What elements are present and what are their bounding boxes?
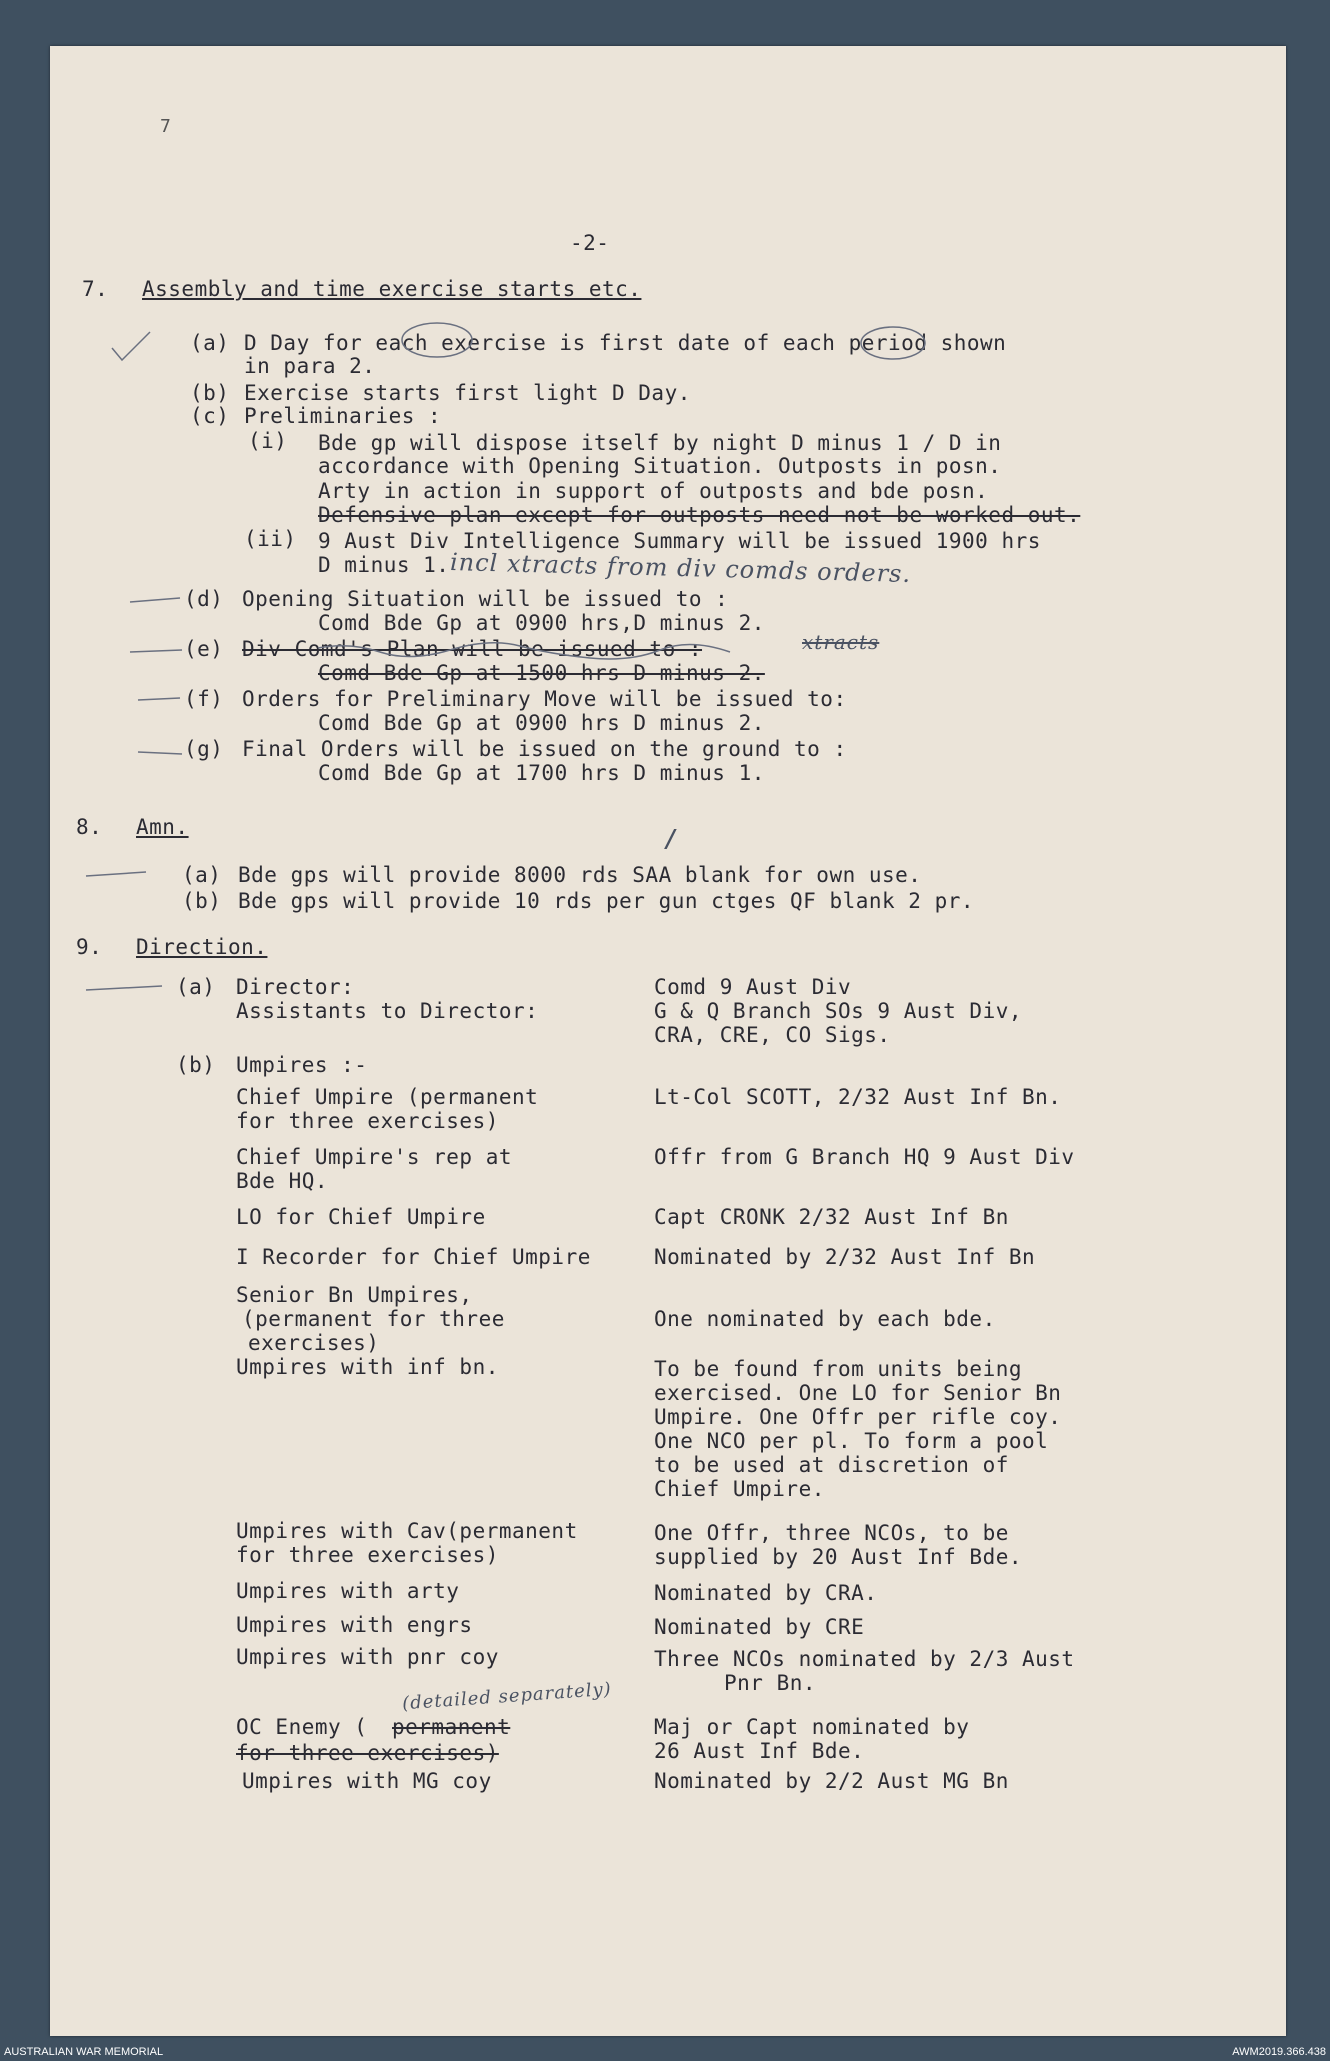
s7-e-line2-struck: Comd Bde Gp at 1500 hrs D minus 2.	[318, 661, 765, 685]
tick-mark	[112, 332, 150, 360]
dash-f	[138, 698, 180, 700]
dash-e	[130, 650, 182, 652]
row5-right-1: One nominated by each bde.	[654, 1307, 996, 1331]
row4-left-1: I Recorder for Chief Umpire	[236, 1245, 591, 1269]
row5-left-3: exercises)	[248, 1331, 380, 1355]
row11-right-2: 26 Aust Inf Bde.	[654, 1739, 865, 1763]
dash-9a	[86, 986, 162, 990]
row7-left-1: Umpires with Cav(permanent	[236, 1519, 578, 1543]
s9-b-label: (b)	[176, 1053, 216, 1077]
row7-left-2: for three exercises)	[236, 1543, 499, 1567]
s9-assistants-label: Assistants to Director:	[236, 999, 539, 1023]
row1-right-1: Lt-Col SCOTT, 2/32 Aust Inf Bn.	[654, 1085, 1062, 1109]
row8-left-1: Umpires with arty	[236, 1579, 460, 1603]
s9-director-value: Comd 9 Aust Div	[654, 975, 852, 999]
row6-right-5: to be used at discretion of	[654, 1453, 1009, 1477]
row1-left-2: for three exercises)	[236, 1109, 499, 1133]
s7-ci-line1: Bde gp will dispose itself by night D minus 1 / D in	[318, 431, 1002, 455]
s8-b-text: Bde gps will provide 10 rds per gun ctges QF blank 2 pr.	[238, 889, 975, 913]
row6-right-2: exercised. One LO for Senior Bn	[654, 1381, 1062, 1405]
s7-d-line2: Comd Bde Gp at 0900 hrs,D minus 2.	[318, 611, 765, 635]
row12-left-1: Umpires with MG coy	[242, 1769, 492, 1793]
s9-b-text: Umpires :-	[236, 1053, 368, 1077]
s7-f-line1: Orders for Preliminary Move will be issued to:	[242, 687, 847, 711]
s7-g-line1: Final Orders will be issued on the ground to :	[242, 737, 847, 761]
section-7-number: 7.	[82, 277, 109, 301]
s7-b-text: Exercise starts first light D Day.	[244, 381, 691, 405]
footer-right: AWM2019.366.438	[1232, 2046, 1326, 2058]
section-8-title: Amn.	[136, 815, 189, 839]
page-number: -2-	[570, 231, 610, 255]
s7-c-label: (c)	[190, 404, 230, 428]
s9-director-label: Director:	[236, 975, 355, 999]
circle-each-1	[402, 323, 472, 357]
s8-b-label: (b)	[182, 889, 222, 913]
s7-cii-line1: 9 Aust Div Intelligence Summary will be issued 1900 hrs	[318, 529, 1041, 553]
handwritten-note-incl-xtracts: incl xtracts from div comds orders.	[449, 547, 912, 589]
section-7-title: Assembly and time exercise starts etc.	[142, 277, 642, 301]
dash-g	[138, 752, 182, 754]
row10-right-2: Pnr Bn.	[724, 1671, 817, 1695]
s7-f-line2: Comd Bde Gp at 0900 hrs D minus 2.	[318, 711, 765, 735]
s7-ci-label: (i)	[248, 429, 288, 453]
s7-cii-label: (ii)	[244, 527, 297, 551]
s8-a-text: Bde gps will provide 8000 rds SAA blank for own use.	[238, 863, 922, 887]
row6-right-1: To be found from units being	[654, 1357, 1023, 1381]
row6-right-4: One NCO per pl. To form a pool	[654, 1429, 1049, 1453]
handwritten-mark-amn: /	[666, 824, 676, 853]
s9-a-label: (a)	[176, 975, 216, 999]
section-9-title: Direction.	[136, 935, 268, 959]
circle-each-2	[861, 327, 925, 359]
row10-left-1: Umpires with pnr coy	[236, 1645, 499, 1669]
row2-right-1: Offr from G Branch HQ 9 Aust Div	[654, 1145, 1075, 1169]
row5-left-1: Senior Bn Umpires,	[236, 1283, 473, 1307]
row2-left-2: Bde HQ.	[236, 1169, 329, 1193]
s7-d-line1: Opening Situation will be issued to :	[242, 587, 729, 611]
row3-left-1: LO for Chief Umpire	[236, 1205, 486, 1229]
corner-mark: 7	[160, 116, 172, 137]
row4-right-1: Nominated by 2/32 Aust Inf Bn	[654, 1245, 1036, 1269]
row2-left-1: Chief Umpire's rep at	[236, 1145, 513, 1169]
s7-d-label: (d)	[184, 587, 224, 611]
s7-cii-line2: D minus 1.	[318, 553, 450, 577]
row8-right-1: Nominated by CRA.	[654, 1581, 878, 1605]
s7-a-line2: in para 2.	[244, 354, 376, 378]
s7-b-label: (b)	[190, 381, 230, 405]
row7-right-2: supplied by 20 Aust Inf Bde.	[654, 1545, 1023, 1569]
dash-8a	[86, 872, 146, 876]
s7-g-line2: Comd Bde Gp at 1700 hrs D minus 1.	[318, 761, 765, 785]
row11-left-2-struck: for three exercises)	[236, 1741, 499, 1765]
s8-a-label: (a)	[182, 863, 222, 887]
s7-c-text: Preliminaries :	[244, 404, 442, 428]
s7-ci-line4-struck: Defensive plan except for outposts need not be worked out.	[318, 503, 1081, 527]
s7-a-line1: D Day for each exercise is first date of each period shown	[244, 331, 1007, 355]
s9-assistants-value-1: G & Q Branch SOs 9 Aust Div,	[654, 999, 1023, 1023]
row9-left-1: Umpires with engrs	[236, 1613, 473, 1637]
s7-e-label: (e)	[184, 637, 224, 661]
s7-ci-line3: Arty in action in support of outposts and bde posn.	[318, 479, 989, 503]
handwritten-detailed-separately: (detailed separately)	[401, 1678, 613, 1715]
row6-right-3: Umpire. One Offr per rifle coy.	[654, 1405, 1062, 1429]
row12-right-1: Nominated by 2/2 Aust MG Bn	[654, 1769, 1009, 1793]
row11-right-1: Maj or Capt nominated by	[654, 1715, 970, 1739]
row10-right-1: Three NCOs nominated by 2/3 Aust	[654, 1647, 1075, 1671]
document-page	[50, 46, 1286, 2036]
s9-assistants-value-2: CRA, CRE, CO Sigs.	[654, 1023, 891, 1047]
row6-right-6: Chief Umpire.	[654, 1477, 825, 1501]
row7-right-1: One Offr, three NCOs, to be	[654, 1521, 1009, 1545]
s7-e-line1-struck: Div Comd's Plan will be issued to :	[242, 637, 703, 661]
row11-left-1: OC Enemy (	[236, 1715, 368, 1739]
s7-a-label: (a)	[190, 331, 230, 355]
footer-left: AUSTRALIAN WAR MEMORIAL	[4, 2046, 164, 2058]
row3-right-1: Capt CRONK 2/32 Aust Inf Bn	[654, 1205, 1009, 1229]
section-8-number: 8.	[76, 815, 103, 839]
pencil-marks	[50, 46, 1286, 2036]
scribble-e	[318, 643, 730, 659]
dash-d	[130, 598, 180, 602]
s7-f-label: (f)	[184, 687, 224, 711]
row1-left-1: Chief Umpire (permanent	[236, 1085, 539, 1109]
handwritten-xtracts: xtracts	[802, 630, 880, 654]
row6-left-1: Umpires with inf bn.	[236, 1355, 499, 1379]
section-9-number: 9.	[76, 935, 103, 959]
s7-g-label: (g)	[184, 737, 224, 761]
s7-ci-line2: accordance with Opening Situation. Outposts in posn.	[318, 454, 1002, 478]
row11-left-permanent-struck: permanent	[392, 1715, 511, 1739]
row5-left-2: (permanent for three	[242, 1307, 505, 1331]
row9-right-1: Nominated by CRE	[654, 1615, 865, 1639]
